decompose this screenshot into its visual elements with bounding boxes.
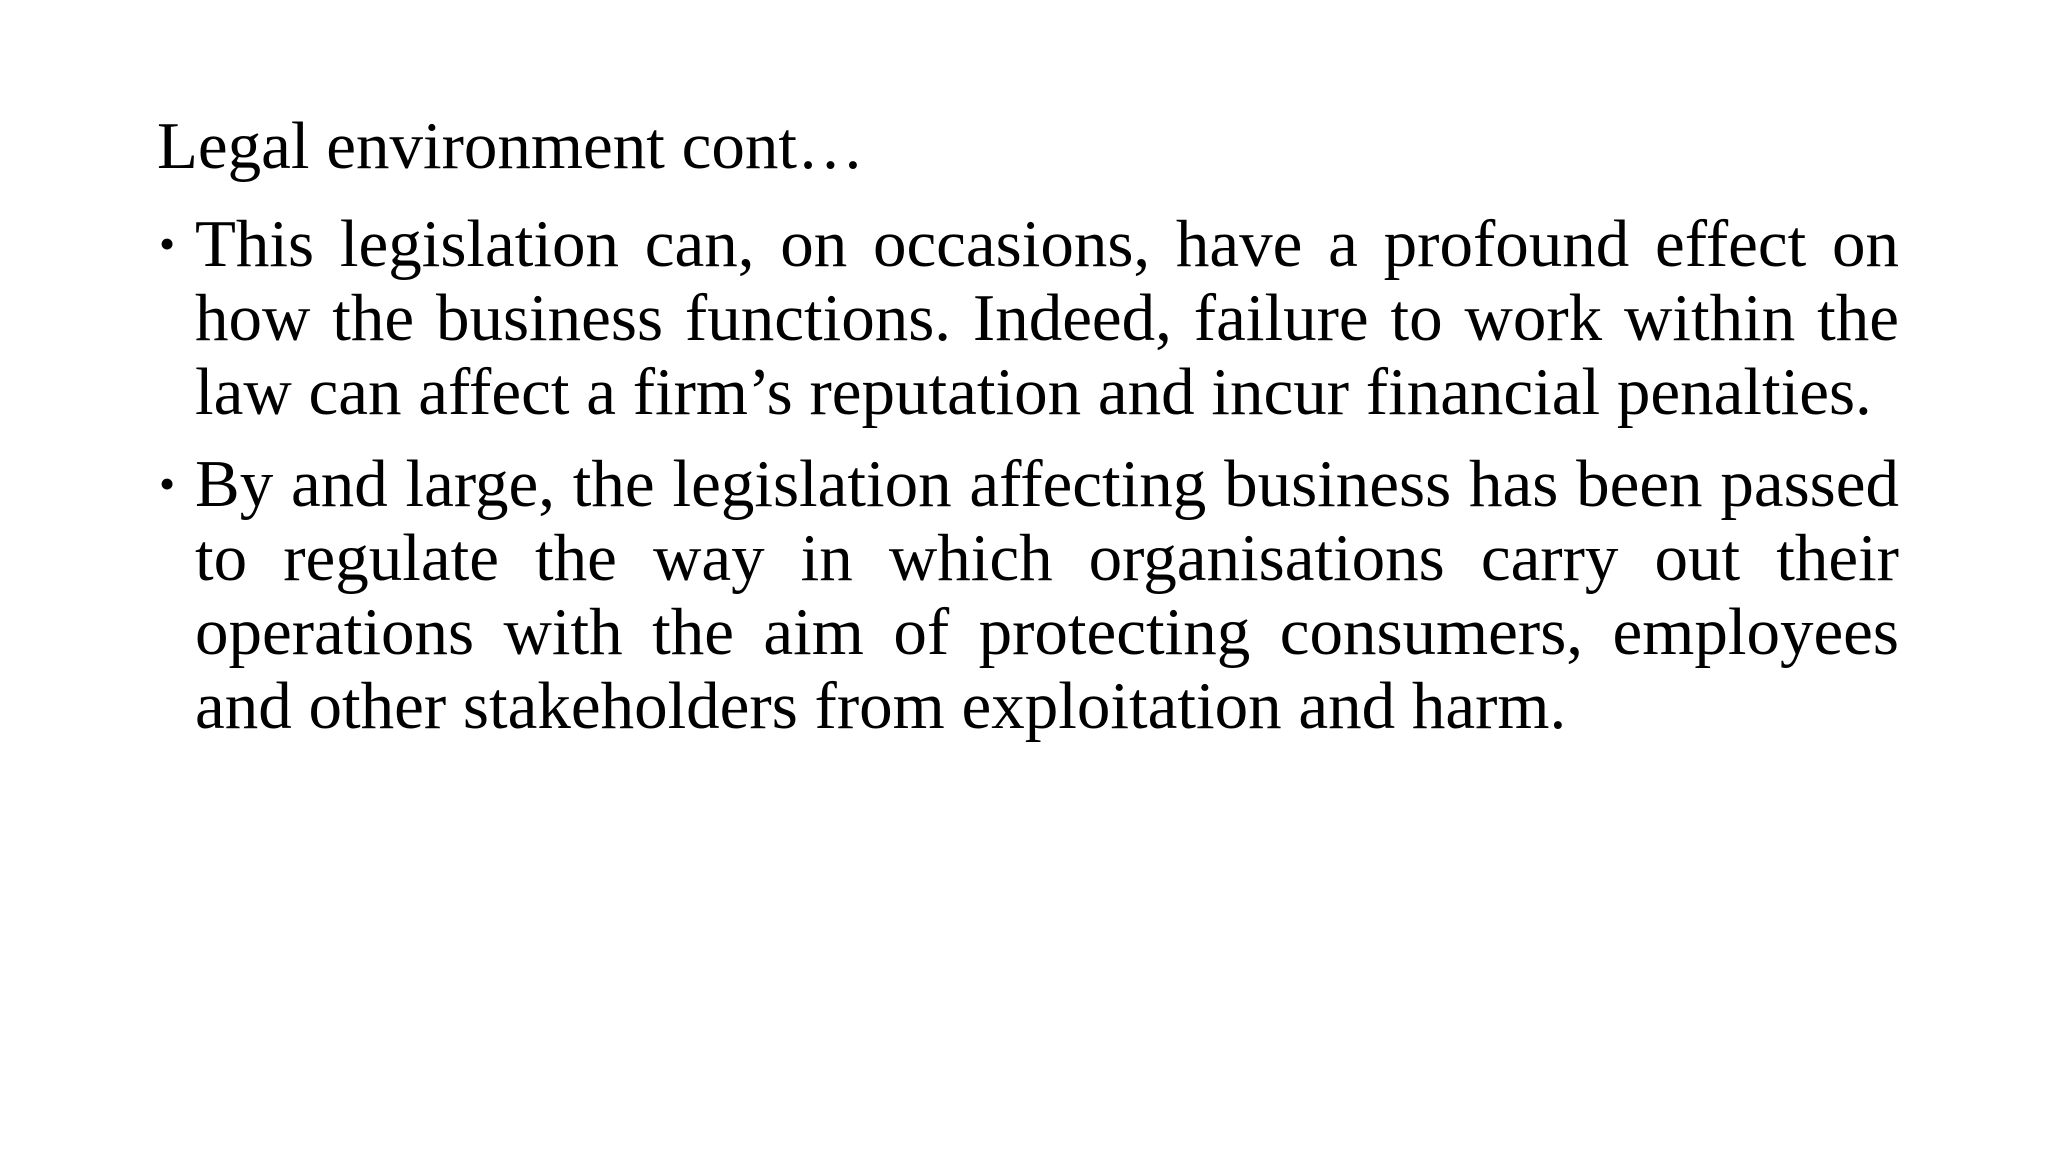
bullet-list (157, 207, 1899, 761)
bullet-marker: • (159, 218, 176, 269)
bullet-text: This legislation can, on occasions, have a profound effect on how the business functions. Indeed, failure to work within the law can affect a firm’s reputation and incur financial penalties. (195, 207, 1899, 429)
slide-title: Legal environment cont… (157, 109, 865, 183)
bullet-item (157, 207, 1899, 429)
bullet-marker: • (159, 458, 176, 509)
bullet-text: By and large, the legislation affecting business has been passed to regulate the way in which organisations carry out their operations with the aim of protecting consumers, employees and other stakeholders from exploitation and harm. (195, 447, 1899, 743)
bullet-item (157, 447, 1899, 743)
